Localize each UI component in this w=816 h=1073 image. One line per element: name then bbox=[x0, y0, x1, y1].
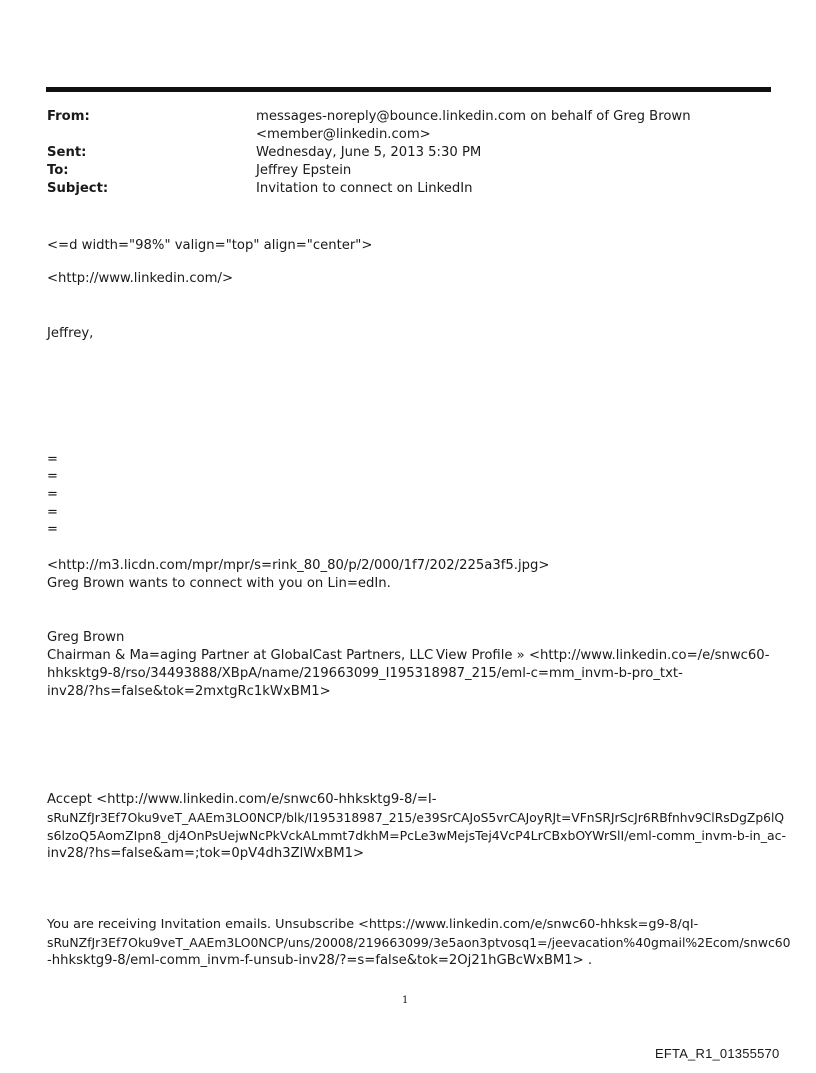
to-label: To: bbox=[47, 163, 69, 178]
header-rule bbox=[46, 87, 771, 92]
accept-link-line1[interactable]: Accept <http://www.linkedin.com/e/snwc60-hhksktg9-8/=I- bbox=[47, 792, 437, 807]
from-label: From: bbox=[47, 109, 90, 124]
equals-line: = bbox=[47, 505, 58, 520]
page-number: 1 bbox=[402, 995, 409, 1006]
profile-link-line3[interactable]: inv28/?hs=false&tok=2mxtgRc1kWxBM1> bbox=[47, 684, 331, 699]
from-value-line2: <member@linkedin.com> bbox=[256, 127, 431, 142]
unsubscribe-line2[interactable]: sRuNZfJr3Ef7Oku9veT_AAEm3LO0NCP/uns/20008/219663099/3e5aon3ptvosq1=/jeevacation%40gmail%2Ecom/snwc60 bbox=[47, 935, 791, 950]
html-fragment: <=d width="98%" valign="top" align="center"> bbox=[47, 238, 373, 253]
connect-message: Greg Brown wants to connect with you on Lin=edIn. bbox=[47, 576, 391, 591]
unsubscribe-line3[interactable]: -hhksktg9-8/eml-comm_invm-f-unsub-inv28/?=s=false&tok=2Oj21hGBcWxBM1> . bbox=[47, 953, 593, 968]
sent-value: Wednesday, June 5, 2013 5:30 PM bbox=[256, 145, 482, 160]
to-value: Jeffrey Epstein bbox=[256, 163, 352, 178]
sender-name: Greg Brown bbox=[47, 630, 125, 645]
profile-image-link[interactable]: <http://m3.licdn.com/mpr/mpr/s=rink_80_80/p/2/000/1f7/202/225a3f5.jpg> bbox=[47, 558, 550, 573]
linkedin-link[interactable]: <http://www.linkedin.com/> bbox=[47, 271, 233, 286]
sent-label: Sent: bbox=[47, 145, 87, 160]
profile-link-line2[interactable]: hhksktg9-8/rso/34493888/XBpA/name/219663099_I195318987_215/eml-c=mm_invm-b-pro_txt- bbox=[47, 666, 683, 681]
equals-line: = bbox=[47, 522, 58, 537]
document-id: EFTA_R1_01355570 bbox=[655, 1046, 780, 1061]
unsubscribe-line1[interactable]: You are receiving Invitation emails. Unsubscribe <https://www.linkedin.com/e/snwc60-hhksk=g9-8/qI- bbox=[47, 917, 699, 932]
subject-label: Subject: bbox=[47, 181, 109, 196]
equals-line: = bbox=[47, 487, 58, 502]
accept-link-line2[interactable]: sRuNZfJr3Ef7Oku9veT_AAEm3LO0NCP/blk/I195318987_215/e39SrCAJoS5vrCAJoyRJt=VFnSRJrScJr6RBfnhv9ClRsDgZp6lQ bbox=[47, 811, 785, 825]
equals-line: = bbox=[47, 469, 58, 484]
view-profile-link[interactable]: View Profile » <http://www.linkedin.co=/e/snwc60- bbox=[436, 648, 770, 663]
accept-link-line3[interactable]: s6lzoQ5AomZIpn8_dj4OnPsUejwNcPkVckALmmt7dkhM=PcLe3wMejsTej4VcP4LrCBxbOYWrSlI/eml-comm_invm-b-in_ac- bbox=[47, 828, 787, 843]
subject-value: Invitation to connect on LinkedIn bbox=[256, 181, 473, 196]
sender-title: Chairman & Ma=aging Partner at GlobalCast Partners, LLC bbox=[47, 648, 434, 663]
equals-line: = bbox=[47, 452, 58, 467]
greeting: Jeffrey, bbox=[47, 326, 94, 341]
from-value-line1: messages-noreply@bounce.linkedin.com on behalf of Greg Brown bbox=[256, 109, 691, 124]
accept-link-line4[interactable]: inv28/?hs=false&am=;tok=0pV4dh3ZlWxBM1> bbox=[47, 846, 365, 861]
